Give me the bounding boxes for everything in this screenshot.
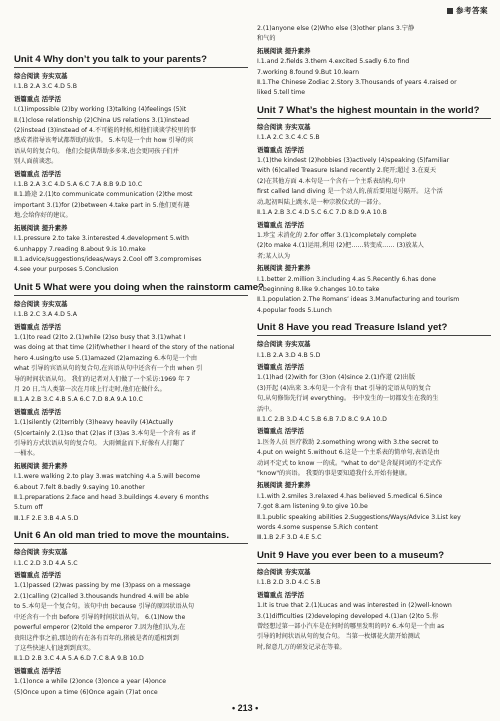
answer-line: 2.(1)anyone else (2)Who else (3)other plans 3.宁静 [257, 25, 415, 32]
section-heading: 拓展阅读 提升素养 [257, 46, 311, 55]
answer-line: Ⅱ.1.preparations 2.face and head 3.buildings 4.every 6 months [14, 494, 209, 502]
section-heading: 语篇重点 活学活 [14, 407, 61, 416]
answer-line: 6.about 7.felt 8.badly 9.saying 10.another [14, 483, 145, 491]
section-heading: 综合阅读 夯实双基 [14, 299, 68, 308]
answer-line: 1.(1)to read (2)to 2.(1)while (2)so busy that 3.(1)what I [14, 333, 186, 341]
answer-line: 7.got 8.am listening 9.to give 10.be [257, 503, 368, 511]
answer-line: 1.医务人员 医疗救助 2.something wrong with 3.the secret to [257, 438, 439, 446]
section-heading: 语篇重点 活学活 [257, 590, 304, 599]
section-heading: 语篇重点 活学活 [257, 427, 304, 436]
section-heading: 语篇重点 活学活 [14, 571, 61, 580]
answer-line: 1.珍宝 未消化的 2.for offer 3.(1)completely complete [257, 231, 417, 239]
unit-heading: Unit 7 What’s the highest mountain in the world? [257, 104, 491, 119]
answer-line: Ⅱ.1.The Chinese Zodiac 2.Story 3.Thousands of years 4.raised or [257, 79, 457, 87]
section-heading: 综合阅读 夯实双基 [257, 122, 311, 131]
answer-line: hero 4.using/to use 5.(1)amazed (2)amazing 6.本句是一个由 [14, 354, 198, 362]
section-heading: 拓展阅读 提升素养 [257, 481, 311, 490]
answer-line: 句,从句修饰先行词 everything。 书中发生的一切都发生在我的生 [257, 395, 439, 403]
answer-line: 2.(1)calling (2)called 3.thousands hundred 4.will be able [14, 592, 189, 600]
answer-line: 7.working 8.found 9.But 10.learn [257, 68, 359, 76]
section-heading: 拓展阅读 提升素养 [257, 264, 311, 273]
section-heading: 综合阅读 夯实双基 [257, 340, 311, 349]
answer-line: liked 5.tell time [257, 89, 306, 97]
answer-line: 1.(1)silently (2)terribly (3)heavy heavily (4)Actually [14, 419, 174, 427]
answer-line: Ⅰ.1.C 2.D 3.D 4.A 5.C [14, 559, 78, 567]
answer-line: 1.(1)once a while (2)once (3)once a year (4)once [14, 678, 167, 686]
answer-line: Ⅱ.1.A 2.B 3.C 4.B 5.A 6.C 7.D 8.A 9.A 10.C [14, 396, 143, 404]
answer-line: Ⅰ.1.B 2.A 3.C 4.D 5.B [14, 83, 77, 91]
answer-line: 5.turn off [14, 504, 43, 512]
answer-line: 别人面前谈恋。 [14, 158, 58, 166]
answer-line: 语从句的复合句。 他们会提供帮助多多来,也会更同孩子们并 [14, 147, 179, 155]
section-heading: 语篇重点 活学活 [257, 145, 304, 154]
answer-line: 动,起初叫陆上跳水,是一种宗教仪式的一部分。 [257, 198, 385, 206]
answer-line: 引导的方式状语从句的复合句。 大雨倾盆而下,好像有人打翻了 [14, 440, 185, 447]
answer-line: 和气的 [257, 35, 276, 43]
answer-line: 地,会给你好的建议。 [14, 212, 72, 220]
answer-line: (2)instead (3)instead of 4.不可能的时候,相他们谈谈学校里的事 [14, 127, 196, 135]
answer-line: 感成者指导该考试都帮助的故事。 5.本句是一个由 how 引导的宾 [14, 137, 194, 145]
answer-line: Ⅱ.1.路途 2.(1)to communicate communication (2)the most [14, 191, 193, 199]
answer-line: Ⅱ.1.public speaking abilities 2.Suggestions/Ways/Advice 3.List key [257, 513, 461, 521]
answer-line: with (6)called Treasure Island recently 2.爬开;超过 3.在夏天 [257, 167, 437, 175]
answer-line: (5)Once upon a time (6)Once again (7)at once [14, 688, 158, 696]
unit-heading: Unit 6 An old man tried to move the mountains. [14, 529, 248, 544]
answer-line: Ⅰ.1.and 2.fields 3.them 4.excited 5.sadly 6.to find [257, 58, 410, 66]
answer-line: 时,留意几万的研发记录在等着。 [257, 643, 346, 651]
answer-line: 4.see your purposes 5.Conclusion [14, 266, 119, 274]
answer-line: 导的时间状语从句。 我们的记者对人们做了一个采访:1969 年 7 [14, 375, 191, 383]
answer-line: 月 20 日,当人类第一次在月球上行走时,他们在做什么。 [14, 385, 166, 393]
answer-line: Ⅰ.1.A 2.C 3.C 4.C 5.B [257, 134, 320, 142]
unit-heading: Unit 9 Have you ever been to a museum? [257, 549, 491, 564]
answer-line: 3.(1)difficulties (2)developing developed 4.(1)an (2)to 5.你 [257, 612, 439, 620]
answer-line: 活中。 [257, 405, 276, 413]
section-heading: 语篇重点 活学活 [14, 666, 61, 675]
answer-line: (3)开起 (4)出来 3.本句是一个含有 that 引导的定语从句的复合 [257, 384, 431, 392]
section-heading: 综合阅读 夯实双基 [14, 548, 68, 557]
answer-line: to 5.本句是一个复合句。该句中由 because 引导的原因状语从句 [14, 603, 195, 611]
answer-line: 贵阳这件事之前,那边的有在各有百年的,猪被是者的遥相到到 [14, 634, 179, 642]
answer-line: Ⅱ.(1)close relationship (2)China US relations 3.(1)instead [14, 116, 190, 124]
header-mark-icon [447, 8, 453, 14]
section-heading: 拓展阅读 提升素养 [14, 461, 68, 470]
answer-line: powerful emperor (2)told the emperor 7.因为他们认为,在 [14, 624, 186, 632]
answer-line: Ⅰ.1.B 2.A 3.D 4.B 5.D [257, 351, 321, 359]
page-header [447, 5, 488, 16]
header-label: 参考答案 [456, 6, 488, 15]
answer-line: Ⅰ.1.B 2.A 3.C 4.D 5.A 6.C 7.A 8.B 9.D 10.C [14, 181, 143, 189]
section-heading: 语篇重点 活学活 [257, 362, 304, 371]
section-heading: 语篇重点 活学活 [257, 220, 304, 229]
answer-line: important 3.(1)for (2)between 4.take part in 5.他们更有趣 [14, 201, 190, 209]
answer-line: 1.It is true that 2.(1)Lucas and was interested in (2)well-known [257, 602, 452, 610]
answer-line: (2)在其他方面 4.本句是一个含有一个主系表结构,句中 [257, 177, 406, 185]
answer-line: 动词不定式 to know 一的成。"what to do"是含疑问词的不定式作 [257, 459, 442, 467]
answer-line: Ⅱ.1.A 2.B 3.C 4.D 5.C 6.C 7.D 8.D 9.A 10.B [257, 209, 387, 217]
section-heading: 语篇重点 活学活 [14, 169, 61, 178]
answer-line: Ⅱ.1.population 2.The Romans’ ideas 3.Manufacturing and tourism [257, 296, 460, 304]
answer-line: Ⅰ.1.pressure 2.to take 3.interested 4.development 5.with [14, 235, 189, 243]
answer-line: Ⅲ.1.B 2.F 3.D 4.E 5.C [257, 534, 322, 542]
answer-line: 1.(1)the kindest (2)hobbies (3)actively (4)speaking (5)familiar [257, 157, 450, 165]
answer-line: what 引导的宾语从句的复合句,在宾语从句中还含有一个由 when 引 [14, 365, 203, 373]
answer-line: Ⅰ.1.B 2.D 3.D 4.C 5.B [257, 579, 321, 587]
unit-heading: Unit 4 Why don’t you talk to your parents? [14, 53, 248, 68]
section-heading: 语篇重点 活学活 [14, 94, 61, 103]
answer-line: (2)to make 4.(1)运用,利用 (2)把……转变成…… (3)放某人 [257, 242, 424, 250]
section-heading: 语篇重点 活学活 [14, 322, 61, 331]
answer-line: 曾经想过第一部小汽车是在何时的哪里发明的吗? 6.本句是一个由 as [257, 622, 445, 630]
answer-line: Ⅰ.(1)impossible (2)by working (3)talking (4)feelings (5)it [14, 106, 187, 114]
section-heading: 综合阅读 夯实双基 [257, 567, 311, 576]
answer-line: (5)certainly 2.(1)so that (2)as if (3)as 3.本句是一个含有 as if [14, 429, 196, 437]
answer-line: first called land diving 是一个动人的,前后要用逗号隔开。 这个活 [257, 188, 443, 196]
answer-line: 一桶水。 [14, 450, 39, 458]
answer-line: Ⅲ.1.F 2.E 3.B 4.A 5.D [14, 514, 79, 522]
answer-line: 4.put on weight 5.without 6.这是一个主系表的简单句,表语是由 [257, 449, 440, 457]
answer-line: 1.(1)passed (2)was passing by me (3)pass on a message [14, 582, 191, 590]
section-heading: 拓展阅读 提升素养 [14, 223, 68, 232]
answer-line: 4.popular foods 5.Lunch [257, 306, 332, 314]
answer-line: 引导的时间状语从句的复合句。 当第一枚烟花火箭开始测试 [257, 633, 420, 641]
answer-line: 6.unhappy 7.reading 8.about 9.is 10.make [14, 245, 146, 253]
unit-heading: Unit 5 What were you doing when the rainstorm came? [14, 281, 248, 296]
answer-line: 7.beginning 8.like 9.changes 10.to take [257, 285, 380, 293]
left-column [14, 48, 265, 698]
answer-line: 中还含有一个由 before 引导的时间状语从句。 6.(1)Now the [14, 613, 186, 621]
answer-line: Ⅰ.1.B 2.C 3.A 4.D 5.A [14, 311, 77, 319]
answer-line: Ⅱ.1.C 2.B 3.D 4.C 5.B 6.B 7.D 8.C 9.A 10.D [257, 416, 387, 423]
section-heading: 综合阅读 夯实双基 [14, 72, 68, 80]
answer-line: Ⅱ.1.D 2.B 3.C 4.A 5.A 6.D 7.C 8.A 9.B 10.D [14, 655, 144, 663]
answer-line: "know"的宾语。 我要的事是要知道我什么开始有健康。 [257, 470, 411, 478]
answer-line: Ⅰ.1.were walking 2.to play 3.was watching 4.a 5.will become [14, 473, 201, 481]
answer-line: Ⅰ.1.with 2.smiles 3.relaxed 4.has believed 5.medical 6.Since [257, 492, 443, 500]
page-number: • 213 • [232, 703, 259, 713]
unit-heading: Unit 8 Have you read Treasure Island yet? [257, 321, 491, 336]
answer-line: 了这些快速人们速到到真实。 [14, 644, 95, 652]
right-column [257, 24, 491, 653]
answer-line: 者;某人认为 [257, 252, 291, 260]
answer-line: was doing at that time (2)if/whether I heard of the story of the national [14, 344, 235, 352]
answer-line: Ⅰ.1.better 2.million 3.including 4.as 5.Recently 6.has done [257, 275, 436, 283]
answer-line: 1.(1)had (2)with for (3)on (4)since 2.(1)作道 (2)出版 [257, 374, 416, 382]
answer-line: words 4.some suspense 5.Rich content [257, 524, 379, 532]
answer-line: Ⅱ.1.advice/suggestions/ideas/ways 2.Cool off 3.compromises [14, 255, 202, 263]
